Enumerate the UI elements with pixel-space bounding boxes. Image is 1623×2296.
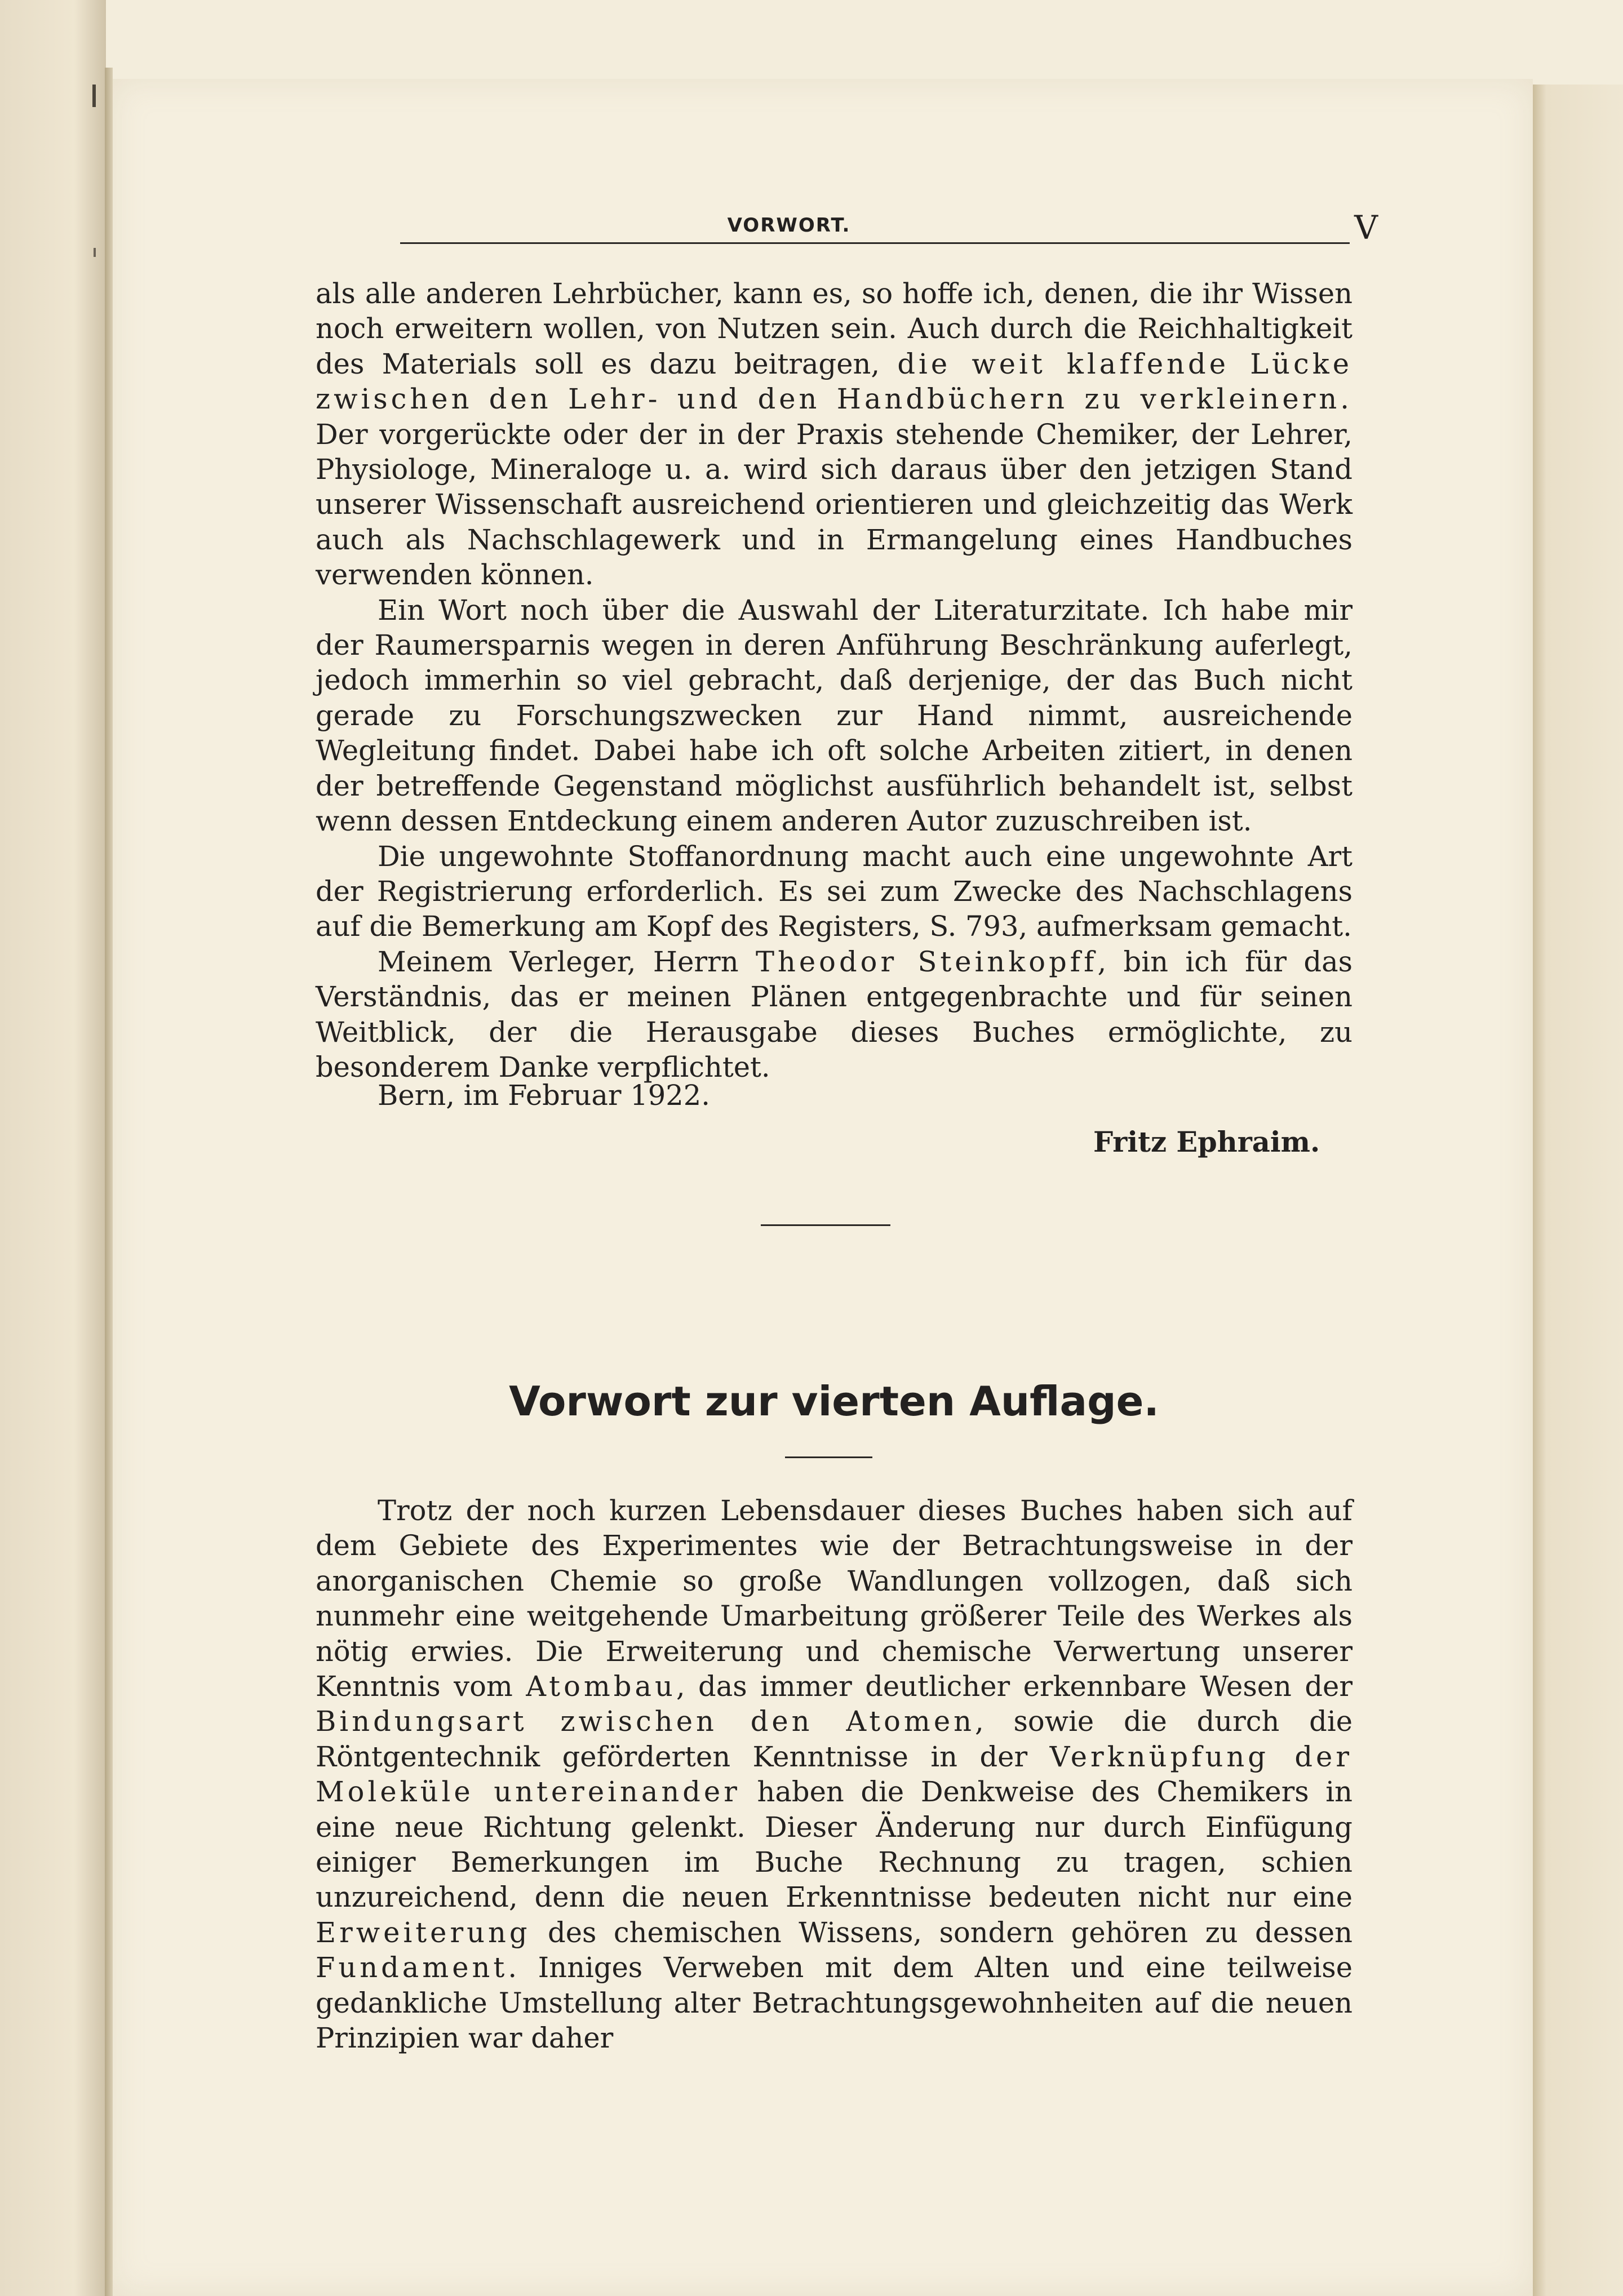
preface-text-fourth-edition — [316, 1493, 1353, 2056]
emphasized-text: die weit klaffende Lücke zwischen den Lehr- und den Handbüchern zu verkleinern. — [316, 347, 1353, 416]
text-run: Der vorgerückte oder der in der Praxis stehende Chemiker, der Lehrer, Physiologe, Mineraloge u. a. wird sich daraus über den jetzigen Stand unserer Wissenschaft ausreichend orientieren und gleichzeitig das Werk auch als Nachschlagewerk und in Ermangelung eines Handbuches verwenden können. — [316, 418, 1353, 592]
previous-page-edge — [0, 0, 106, 2296]
emphasized-text: Bindungsart zwischen den Atomen — [316, 1705, 975, 1738]
paragraph — [316, 1493, 1353, 2056]
margin-mark — [94, 248, 96, 257]
emphasized-name: Theodor Steinkopff — [755, 945, 1098, 978]
margin-mark — [92, 85, 96, 107]
text-run: . Inniges Verweben mit dem Alten und eine teilweise gedankliche Umstellung alter Betrachtungsgewohnheiten auf die neuen Prinzipien war daher — [316, 1951, 1353, 2055]
paragraph: Die ungewohnte Stoffanordnung macht auch eine ungewohnte Art der Registrierung erforderlich. Es sei zum Zwecke des Nachschlagens auf die Bemerkung am Kopf des Registers, S. 793, aufmerksam gemacht. — [316, 840, 1353, 943]
section-heading: Vorwort zur vierten Auflage. — [509, 1378, 1159, 1425]
paragraph: Ein Wort noch über die Auswahl der Literaturzitate. Ich habe mir der Raumersparnis wegen in deren Anführung Beschränkung auferlegt, jedoch immerhin so viel gebracht, daß derjenige, der das Buch nicht gerade zu Forschungszwecken zur Hand nimmt, ausreichende Wegleitung findet. Dabei habe ich oft solche Arbeiten zitiert, in denen der betreffende Gegenstand möglichst ausführlich behandelt ist, selbst wenn dessen Entdeckung einem anderen Autor zuzuschreiben ist. — [316, 593, 1353, 838]
text-run: haben die Denkweise des Chemikers in eine neue Richtung gelenkt. Dieser Änderung nur durch Einfügung einiger Bemerkungen im Buche Rechnung zu tragen, schien unzureichend, denn die neuen Erkenntnisse bedeuten nicht nur eine — [316, 1775, 1353, 1914]
emphasized-text: Verknüpfung der Moleküle untereinander — [316, 1740, 1353, 1809]
running-title: VORWORT. — [727, 214, 851, 237]
text-run: , sowie die durch die Röntgentechnik geförderten Kenntnisse in der — [316, 1705, 1353, 1773]
emphasized-text: Erweiterung — [316, 1916, 531, 1949]
emphasized-text: Atombau — [526, 1670, 676, 1703]
header-rule — [400, 242, 1350, 244]
binding-gutter — [105, 68, 113, 2296]
section-divider — [761, 1224, 890, 1226]
text-run: Trotz der noch kurzen Lebensdauer dieses Buches haben sich auf dem Gebiete des Experimentes wie der Betrachtungsweise in der anorganischen Chemie so große Wandlungen vollzogen, daß sich nunmehr eine weitgehende Umarbeitung größerer Teile des Werkes als nötig erwies. Die Erweiterung und chemische Verwertung unserer Kenntnis vom — [316, 1494, 1353, 1703]
author-signature: Fritz Ephraim. — [1093, 1126, 1320, 1158]
paragraph — [316, 944, 1353, 1085]
text-run: des chemischen Wissens, sondern gehören zu dessen — [530, 1916, 1353, 1949]
heading-divider — [785, 1456, 872, 1458]
emphasized-text: Fundament — [316, 1951, 508, 1984]
place-and-date: Bern, im Februar 1922. — [378, 1079, 710, 1112]
page-number: V — [1354, 208, 1378, 247]
preface-text-first-edition — [316, 276, 1353, 1085]
text-run: , das immer deutlicher erkennbare Wesen der — [676, 1670, 1353, 1703]
text-run: , bin ich für das Verständnis, das er meinen Plänen entgegenbrachte und für seinen Weitblick, der die Herausgabe dieses Buches ermöglichte, zu besonderem Danke verpflichtet. — [316, 945, 1353, 1083]
text-run: als alle anderen Lehrbücher, kann es, so hoffe ich, denen, die ihr Wissen noch erweitern wollen, von Nutzen sein. Auch durch die Reichhaltigkeit des Materials soll es dazu beitragen, — [316, 277, 1353, 380]
running-head — [316, 208, 1378, 248]
page-edge-shadow — [1533, 85, 1623, 2296]
paragraph — [316, 276, 1353, 593]
text-run: Meinem Verleger, Herrn — [378, 945, 756, 978]
